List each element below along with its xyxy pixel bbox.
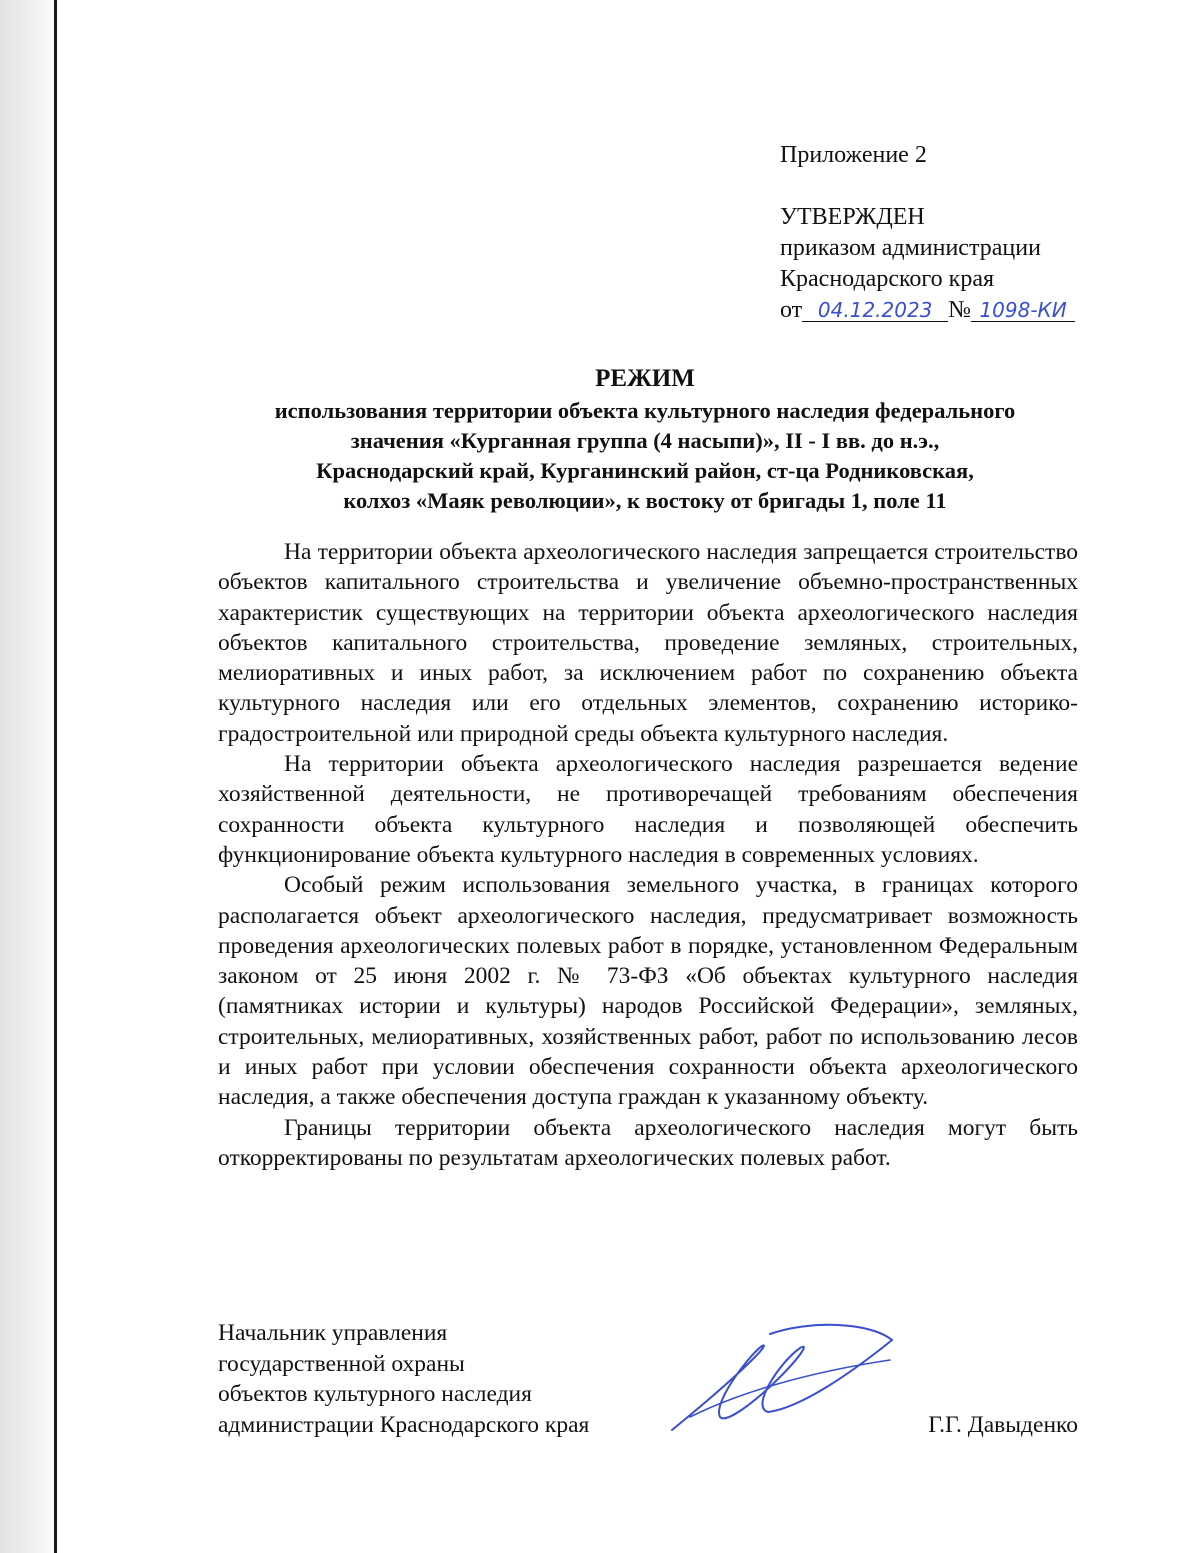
paragraph: Особый режим использования земельного участка, в границах которого располагается объект археологического наследия, предусматривает возможность проведения археологических полевых работ в порядке, установленном Федеральным законом от 25 июня 2002 г. № 73-ФЗ «Об объектах культурного наследия (памятниках истории и культуры) народов Российской Федерации», земляных, строительных, мелиоративных, хозяйственных работ, работ по использованию лесов и иных работ при условии обеспечения сохранности объекта археологического наследия, а также обеспечения доступа граждан к указанному объекту.: [218, 872, 1078, 1111]
position-line-4: администрации Краснодарского края: [218, 1411, 590, 1438]
approval-line-1: приказом администрации: [780, 235, 1041, 261]
title-line-3: Краснодарский край, Курганинский район, ст-ца Родниковская,: [316, 458, 974, 483]
scan-edge: [0, 0, 58, 1553]
position-line-3: объектов культурного наследия: [218, 1381, 532, 1407]
position-line-2: государственной охраны: [218, 1350, 465, 1377]
signatory-position: [218, 1318, 589, 1440]
from-label: от: [780, 297, 803, 323]
paragraph: На территории объекта археологического наследия разрешается ведение хозяйственной деятельности, не противоречащей требованиям обеспечения сохранности объекта культурного наследия и позволяющей обеспечить функционирование объекта культурного наследия в современных условиях.: [218, 751, 1078, 868]
approved-label: УТВЕРЖДЕН: [780, 204, 925, 230]
position-line-1: Начальник управления: [218, 1320, 448, 1346]
title-main: РЕЖИМ: [595, 365, 695, 392]
handwritten-number: 1098-КИ: [971, 299, 1075, 322]
handwritten-signature: [660, 1312, 900, 1442]
handwritten-date: 04.12.2023: [802, 299, 948, 322]
document-body: [218, 537, 1078, 1173]
title-line-1: использования территории объекта культурного наследия федерального: [274, 398, 1016, 423]
paragraph: Границы территории объекта археологического наследия могут быть откорректированы по результатам археологических полевых работ.: [218, 1114, 1078, 1171]
title-line-2: значения «Курганная группа (4 насыпи)», II - I вв. до н.э.,: [350, 428, 940, 453]
approval-line-2: Краснодарского края: [780, 266, 995, 292]
approval-block: [780, 140, 1075, 326]
paragraph: На территории объекта археологического наследия запрещается строительство объектов капитального строительства и увеличение объемно-пространственных характеристик существующих на территории объекта археологического наследия объектов капитального строительства, проведение земляных, строительных, мелиоративных и иных работ, за исключением работ по сохранению объекта культурного наследия или его отдельных элементов, сохранению историко-градостроительной или природной среды объекта культурного наследия.: [218, 539, 1078, 747]
number-label: №: [948, 297, 972, 323]
approval-date-row: [780, 295, 1075, 326]
signatory-name: Г.Г. Давыденко: [928, 1412, 1078, 1438]
scan-border-line: [54, 0, 57, 1553]
appendix-label: Приложение 2: [780, 142, 927, 168]
document-title: [210, 364, 1080, 516]
title-line-4: колхоз «Маяк революции», к востоку от бригады 1, поле 11: [343, 488, 947, 513]
